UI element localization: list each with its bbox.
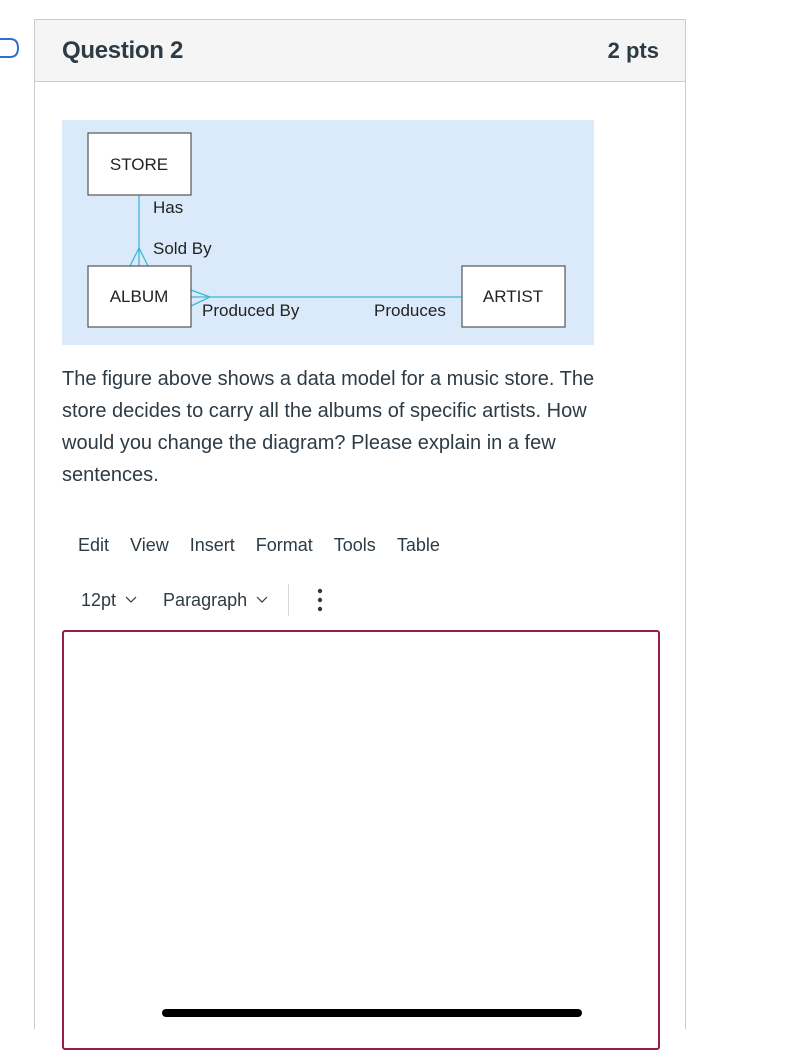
entity-store-label: STORE [109, 155, 169, 174]
font-size-value: 12pt [81, 589, 117, 610]
entity-artist-label: ARTIST [482, 287, 544, 306]
entity-album-label: ALBUM [109, 287, 169, 306]
block-format-value: Paragraph [163, 589, 248, 610]
toolbar-divider [288, 584, 289, 616]
menu-view[interactable]: View [130, 535, 169, 555]
rel-sold-by-label: Sold By [153, 239, 212, 258]
question-title: Question 2 [62, 37, 184, 64]
menu-edit[interactable]: Edit [78, 535, 110, 555]
er-diagram [62, 120, 594, 345]
chevron-down-icon [256, 596, 268, 604]
editor-toolbar [81, 582, 327, 618]
menu-table[interactable]: Table [396, 535, 440, 555]
editor-menubar [78, 535, 461, 561]
question-card [34, 19, 686, 1029]
question-points: 2 pts [607, 38, 659, 63]
block-format-select[interactable] [163, 590, 268, 611]
menu-tools[interactable]: Tools [333, 535, 376, 555]
home-indicator [162, 1009, 582, 1017]
question-prompt: The figure above shows a data model for a music store. The store decides to carry all the albums of specific artists. How would you change the diagram? Please explain in a few sentences. [62, 368, 595, 486]
chevron-down-icon [125, 596, 137, 604]
menu-format[interactable]: Format [255, 535, 313, 555]
rel-produced-by-label: Produced By [202, 301, 300, 320]
question-header [35, 20, 685, 82]
menu-insert[interactable]: Insert [189, 535, 235, 555]
answer-editor[interactable] [62, 630, 660, 1050]
flag-question-icon[interactable] [0, 37, 20, 59]
rel-has-label: Has [153, 198, 184, 217]
font-size-select[interactable] [81, 590, 137, 611]
more-options-icon[interactable] [313, 585, 327, 615]
rel-produces-label: Produces [374, 301, 446, 320]
